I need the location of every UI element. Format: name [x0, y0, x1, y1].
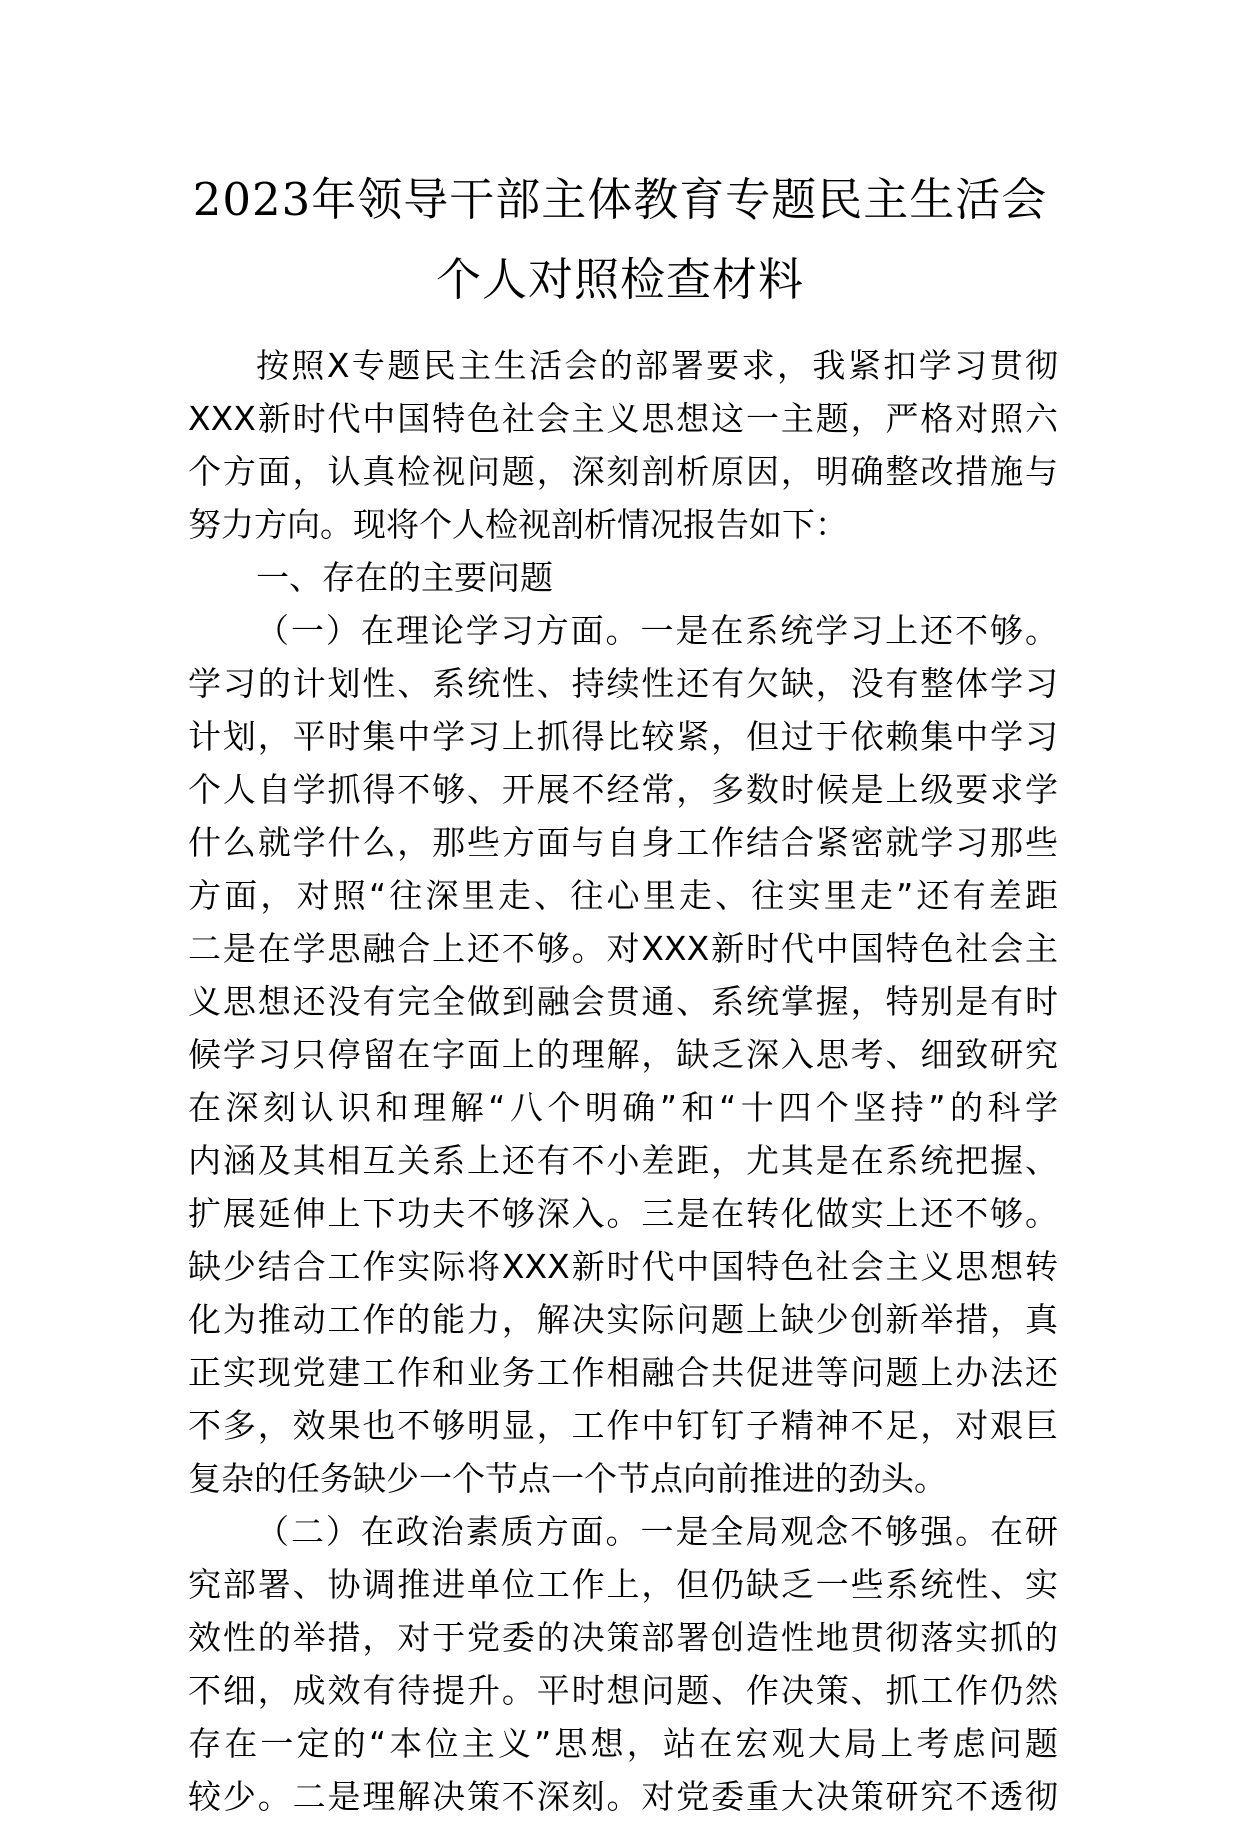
body-text-line: 扩展延伸上下功夫不够深入。三是在转化做实上还不够。 [188, 1194, 1058, 1233]
document-body [188, 339, 1058, 1823]
body-text-line: XXX新时代中国特色社会主义思想这一主题，严格对照六 [188, 399, 1058, 438]
body-text-line: 方面，对照“往深里走、往心里走、往实里走”还有差距 [188, 876, 1058, 915]
body-text-line: 不细，成效有待提升。平时想问题、作决策、抓工作仍然 [188, 1671, 1058, 1710]
body-text-line: 化为推动工作的能力，解决实际问题上缺少创新举措，真 [188, 1300, 1058, 1339]
body-text-line: 什么就学什么，那些方面与自身工作结合紧密就学习那些 [188, 823, 1058, 862]
body-text-line: 究部署、协调推进单位工作上，但仍缺乏一些系统性、实 [188, 1565, 1058, 1604]
body-text-line: 义思想还没有完全做到融会贯通、系统掌握，特别是有时 [188, 982, 1058, 1021]
body-text-line: 按照X专题民主生活会的部署要求，我紧扣学习贯彻 [256, 346, 1058, 385]
body-text-line: 复杂的任务缺少一个节点一个节点向前推进的劲头。 [188, 1459, 947, 1498]
body-text-line: （二）在政治素质方面。一是全局观念不够强。在研 [256, 1512, 1058, 1551]
body-text-line: 效性的举措，对于党委的决策部署创造性地贯彻落实抓的 [188, 1618, 1058, 1657]
body-text-line: 候学习只停留在字面上的理解，缺乏深入思考、细致研究 [188, 1035, 1058, 1074]
document-title-line2: 个人对照检查材料 [435, 253, 804, 306]
body-text-line: 个方面，认真检视问题，深刻剖析原因，明确整改措施与 [188, 452, 1058, 491]
body-text-line: （一）在理论学习方面。一是在系统学习上还不够。 [256, 611, 1058, 650]
body-text-line: 一、存在的主要问题 [256, 558, 553, 597]
body-text-line: 正实现党建工作和业务工作相融合共促进等问题上办法还 [188, 1353, 1058, 1392]
body-text-line: 较少。二是理解决策不深刻。对党委重大决策研究不透彻 [188, 1777, 1058, 1816]
body-text-line: 在深刻认识和理解“八个明确”和“十四个坚持”的科学 [188, 1088, 1058, 1127]
body-text-line: 个人自学抓得不够、开展不经常，多数时候是上级要求学 [188, 770, 1058, 809]
body-text-line: 内涵及其相互关系上还有不小差距，尤其是在系统把握、 [188, 1141, 1058, 1180]
body-text-line: 计划，平时集中学习上抓得比较紧，但过于依赖集中学习 [188, 717, 1058, 756]
body-text-line: 缺少结合工作实际将XXX新时代中国特色社会主义思想转 [188, 1247, 1058, 1286]
body-text-line: 存在一定的“本位主义”思想，站在宏观大局上考虑问题 [188, 1724, 1058, 1763]
body-text-line: 二是在学思融合上还不够。对XXX新时代中国特色社会主 [188, 929, 1058, 968]
document-title-line1: 2023年领导干部主体教育专题民主生活会 [192, 173, 1048, 226]
body-text-line: 不多，效果也不够明显，工作中钉钉子精神不足，对艰巨 [188, 1406, 1058, 1445]
body-text-line: 学习的计划性、系统性、持续性还有欠缺，没有整体学习 [188, 664, 1058, 703]
body-text-line: 努力方向。现将个人检视剖析情况报告如下： [188, 505, 848, 544]
